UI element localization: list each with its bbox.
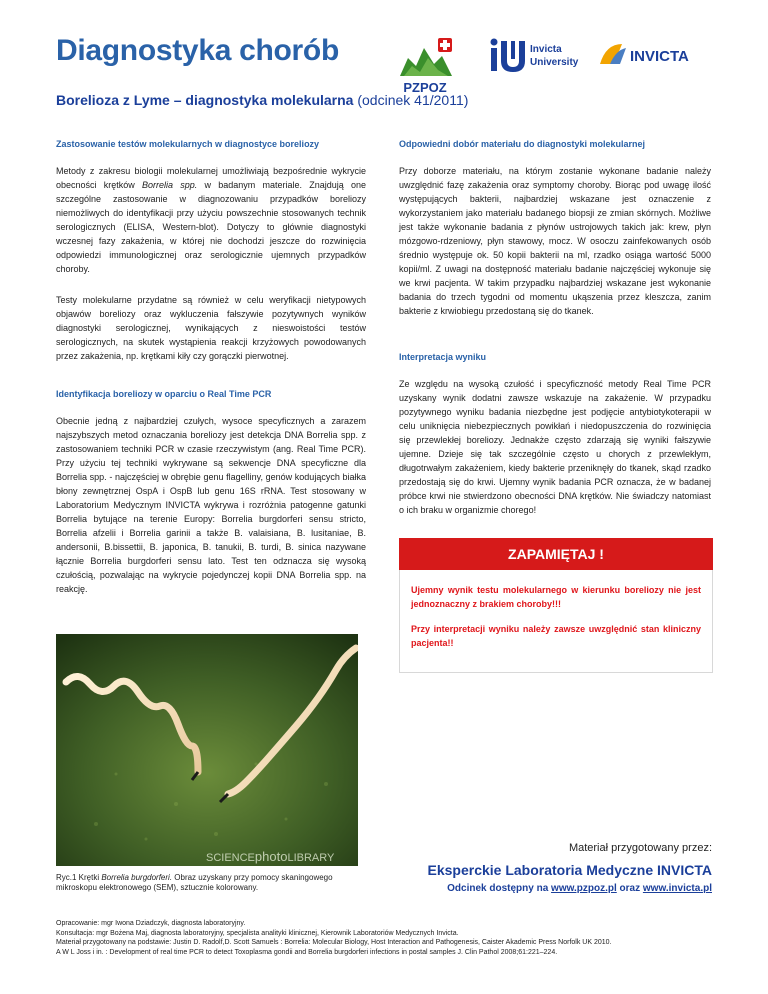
text-run: oraz <box>616 883 643 894</box>
article-subtitle <box>56 92 468 108</box>
invicta-university-logo <box>488 37 590 73</box>
reminder-line-1: Ujemny wynik testu molekularnego w kierunku boreliozy nie jest jednoznaczny z brakiem choroby!!! <box>411 585 701 609</box>
invicta-logo-text: INVICTA <box>630 48 689 65</box>
lab-name: Eksperckie Laboratoria Medyczne INVICTA <box>427 862 712 878</box>
subtitle-main: Borelioza z Lyme – diagnostyka molekularna <box>56 92 354 108</box>
prepared-by-label: Materiał przygotowany przez: <box>568 842 712 854</box>
paragraph-molecular-uses: Testy molekularne przydatne są również w celu weryfikacji nietypowych objawów boreliozy oraz wykluczenia fałszywie pozytywnych wyników diagnostyki serologicznej, wynikających z nieswoistości testów serologicznych, na skutek wystąpienia reakcji krzyżowych powodowanych przez zakażenia, np. krętkami kiły czy gorączki pierwotnej. <box>56 295 366 361</box>
text-run: Metody z zakresu biologii molekularnej umożliwiają bezpośrednie wykrycie obecności krętków <box>56 166 366 190</box>
episode-availability <box>420 883 712 894</box>
reminder-title: ZAPAMIĘTAJ ! <box>399 538 713 570</box>
photo-watermark: SCIENCEphotoLIBRARY <box>206 849 335 864</box>
reminder-line-2: Przy interpretacji wyniku należy zawsze uwzględnić stan kliniczny pacjenta!! <box>411 624 701 648</box>
pzpoz-link[interactable]: www.pzpoz.pl <box>551 883 617 894</box>
invicta-link[interactable]: www.invicta.pl <box>642 883 712 894</box>
paragraph-material: Przy doborze materiału, na którym zostanie wykonane badanie należy uwzględnić fazę zakażenia oraz symptomy choroby. Biorąc pod uwagę ilość występujących bakterii, najbardziej wskazane jest oznaczenie z wykorzystaniem jako materiału badanego biopsji ze zmian skórnych. Możliwe jest także wykonanie badania z płynów ustrojowych takich jak: krew, płyn mózgowo-rdzeniowy, płyn stawowy, mocz. W osoczu zainfekowanych osób średnio występuje ok. 50 kopii bakterii na ml, rzadko osiąga wartość 5000 kopii/ml. Z uwagi na dostępność materiału badanie najczęściej wykonuje się we krwi pacjenta. W takim przypadku najbardziej wskazane jest wykonanie badania do trzech tygodni od momentu ukąszenia przez kleszcza, zanim bakterie z krwiobiegu przedostaną się do tkanek. <box>399 166 711 316</box>
iu-logo-line1: Invicta <box>530 44 562 55</box>
section-heading-molecular-tests: Zastosowanie testów molekularnych w diagnostyce boreliozy <box>56 139 320 149</box>
iu-logo-line2: University <box>530 57 579 68</box>
footer-references <box>56 919 736 957</box>
paragraph-molecular-intro <box>56 164 366 276</box>
footer-source-1: Materiał przygotowany na podstawie: Justin D. Radolf,D. Scott Samuels : Borrelia: Molecular Biology, Host Interaction and Pathogenesis, Caister Akademic Press Norfolk UK 2010. <box>56 939 612 947</box>
section-heading-material: Odpowiedni dobór materiału do diagnostyki molekularnej <box>399 139 646 149</box>
borrelia-sem-photo <box>56 634 358 866</box>
paragraph-real-time-pcr: Obecnie jedną z najbardziej czułych, wysoce specyficznych a zarazem najszybszych metod oznaczania boreliozy jest detekcja DNA Borrelia spp. z zastosowaniem techniki PCR w czasie rzeczywistym (ang. Real Time PCR). Przy użyciu tej techniki wykrywane są sekwencje DNA specyficzne dla Borrelia spp. - najczęściej w obrębie genu flagelliny, genów kodujących białka błony zewnętrznej OspA i OspB lub genu 16S rRNA. Test stosowany w Laboratorium Medycznym INVICTA wykrywa i rozróżnia patogenne gatunki Borrelia bytujące na terenie Europy: Borrelia burgdorferi sensu stricto, Borrelia afzelii i Borrelia garinii a także B. valaisiana, B. lusitaniae, B. andersonii, B.bissettii, B. japonica, B. tanukii, B. turdi, B. sinica nazywane łącznie Borrelia burgdorferi sensu lato. Test ten odznacza się wysoką czułością, pozwalając na wykrycie pojedynczej kopii DNA Borrelia spp. na reakcję. <box>56 416 366 594</box>
text-run-italic: Borrelia burgdorferi. <box>101 873 173 882</box>
paragraph-interpretation: Ze względu na wysoką czułość i specyficzność metody Real Time PCR uzyskany wynik dodatni zawsze wskazuje na zakażenie. W przypadku pozytywnego wyniku badania niezbędne jest podjęcie antybiotykoterapii w celu uniknięcia niebezpiecznych powikłań i niedopuszczenia do rozwinięcia się przewlekłej boreliozy. Jednakże często zdarzają się wyniki fałszywie ujemne. Dzieje się tak szczególnie często u chorych z przewlekłym, długotrwałym zakażeniem, kiedy bakterie przeniknęły do tkanek, skąd rzadko przedostają się do krwi. Ujemny wynik badania PCR oznacza, że w badanej próbce krwi nie stwierdzono obecności DNA krętków. Nie świadczy natomiast o ich braku w organizmie chorego! <box>399 379 711 515</box>
text-run: Ryc.1 Krętki <box>56 873 102 882</box>
pzpoz-logo-text: PZPOZ <box>403 80 447 95</box>
text-run: Odcinek dostępny na <box>447 883 552 894</box>
subtitle-episode: (odcinek 41/2011) <box>353 92 469 108</box>
pzpoz-logo <box>394 36 456 100</box>
text-run: w badanym materiale. Znajdują one szczególne zastosowanie w diagnozowaniu przypadków boreliozy niemożliwych do identyfikacji przy użyciu powszechnie stosowanych technik serologicznych (ELISA, Western-blot). Dotyczy to głównie diagnostyki wczesnej fazy zakażenia, w której nie dochodzi jeszcze do rozwinięcia odpowiedzi immunologicznej oraz serologicznie ujemnych przypadków choroby. <box>56 180 366 274</box>
figure-caption <box>56 873 356 893</box>
section-heading-real-time-pcr: Identyfikacja boreliozy w oparciu o Real Time PCR <box>56 389 272 399</box>
footer-source-2: A W L Joss i in. : Development of real time PCR to detect Toxoplasma gondii and Borrelia burgdorferi infections in postal samples J. Clin Pathol 2008;61:221–224. <box>56 948 558 956</box>
text-run-italic: Borrelia spp. <box>142 180 198 190</box>
footer-author: Opracowanie: mgr Iwona Dziadczyk, diagnosta laboratoryjny. <box>56 920 246 927</box>
footer-consultation: Konsultacja: mgr Bożena Maj, diagnosta laboratoryjny, specjalista analityki klinicznej, Kierownik Laboratoriów Medycznych Invicta. <box>56 929 459 937</box>
invicta-logo <box>598 40 708 68</box>
section-heading-interpretation: Interpretacja wyniku <box>399 352 487 362</box>
page-title: Diagnostyka chorób <box>56 34 339 67</box>
text-run: Obraz uzyskany przy pomocy skaningowego mikroskopu elektronowego (SEM), sztucznie kolorowany. <box>56 873 333 892</box>
